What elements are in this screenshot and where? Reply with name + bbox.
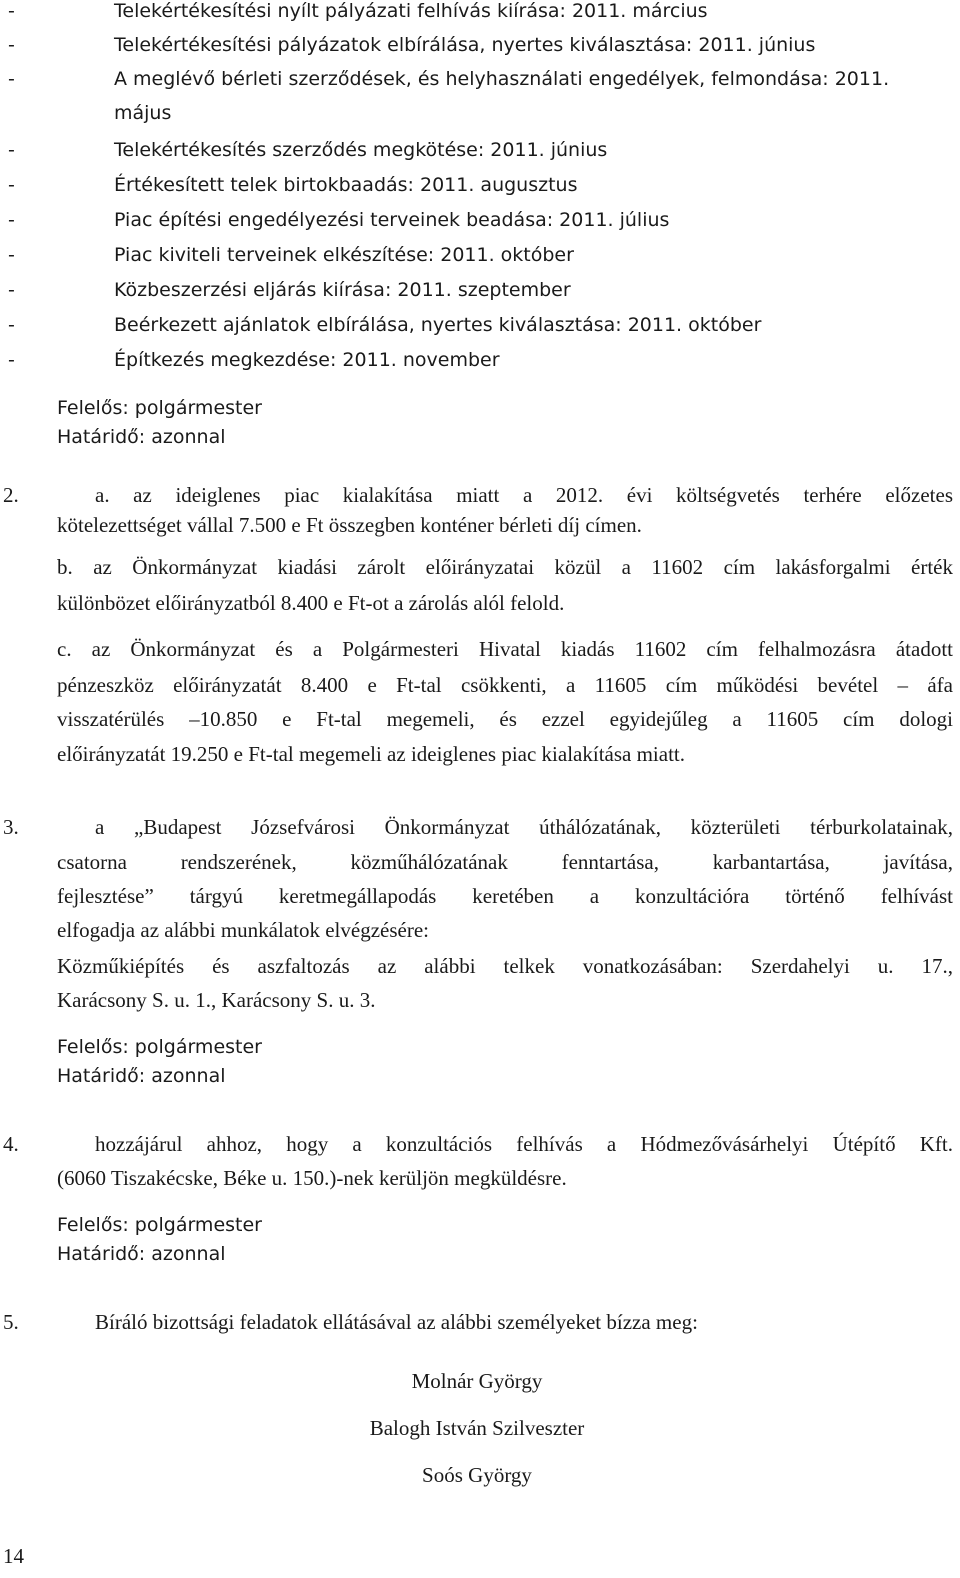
item2-b-line2: különbözet előirányzatból 8.400 e Ft-ot a zárolás alól felold. (57, 591, 565, 615)
item-number: 5. (3, 1310, 19, 1334)
item3-line3: fejlesztése” tárgyú keretmegállapodás keretében a konzultációra történő felhívást (57, 884, 953, 908)
list-item-text: Telekértékesítés szerződés megkötése: 2011. június (114, 139, 608, 161)
list-item-text: Piac kiviteli terveinek elkészítése: 2011. október (114, 244, 574, 266)
list-item-text: A meglévő bérleti szerződések, és helyhasználati engedélyek, felmondása: 2011. (114, 68, 890, 90)
item2-c-line4: előirányzatát 19.250 e Ft-tal megemeli az ideiglenes piac kialakítása miatt. (57, 742, 686, 766)
list-item-text: Telekértékesítési nyílt pályázati felhívás kiírása: 2011. március (114, 0, 708, 22)
item5-line1: Bíráló bizottsági feladatok ellátásával az alábbi személyeket bízza meg: (95, 1310, 698, 1334)
item3-line4: elfogadja az alábbi munkálatok elvégzésére: (57, 918, 429, 942)
item2-b-line1: b. az Önkormányzat kiadási zárolt előirányzatai közül a 11602 cím lakásforgalmi érték (57, 555, 953, 579)
list-item: - (8, 174, 15, 196)
list-item-text: Építkezés megkezdése: 2011. november (114, 349, 500, 371)
list-item: - (8, 244, 15, 266)
deadline-label: Határidő: azonnal (57, 1243, 226, 1265)
item2-c-line1: c. az Önkormányzat és a Polgármesteri Hivatal kiadás 11602 cím felhalmozásra átadott (57, 637, 953, 661)
item4-line1: hozzájárul ahhoz, hogy a konzultációs felhívás a Hódmezővásárhelyi Útépítő Kft. (95, 1132, 953, 1156)
item3-line5: Közműkiépítés és aszfaltozás az alábbi telkek vonatkozásában: Szerdahelyi u. 17., (57, 954, 953, 978)
item2-a-line1: a. az ideiglenes piac kialakítása miatt a 2012. évi költségvetés terhére előzetes (95, 483, 953, 507)
item2-c-line3: visszatérülés –10.850 e Ft-tal megemeli, és ezzel egyidejűleg a 11605 cím dologi (57, 707, 953, 731)
list-item: - (8, 209, 15, 231)
list-item-text: Közbeszerzési eljárás kiírása: 2011. szeptember (114, 279, 571, 301)
responsible-label: Felelős: polgármester (57, 397, 262, 419)
item2-c-line2: pénzeszköz előirányzatát 8.400 e Ft-tal csökkenti, a 11605 cím működési bevétel – áfa (57, 673, 953, 697)
list-item-text: Piac építési engedélyezési terveinek beadása: 2011. július (114, 209, 670, 231)
list-item: - (8, 68, 15, 90)
committee-member: Soós György (422, 1463, 532, 1487)
item-number: 2. (3, 483, 19, 507)
item3-line6: Karácsony S. u. 1., Karácsony S. u. 3. (57, 988, 376, 1012)
committee-member: Molnár György (411, 1369, 543, 1393)
item3-line1: a „Budapest Józsefvárosi Önkormányzat úthálózatának, közterületi térburkolatainak, (95, 815, 953, 839)
list-item-text: Telekértékesítési pályázatok elbírálása, nyertes kiválasztása: 2011. június (114, 34, 816, 56)
deadline-label: Határidő: azonnal (57, 426, 226, 448)
responsible-label: Felelős: polgármester (57, 1214, 262, 1236)
item-number: 4. (3, 1132, 19, 1156)
list-item: - (8, 279, 15, 301)
page-number: 14 (3, 1544, 24, 1568)
committee-member: Balogh István Szilveszter (369, 1416, 585, 1440)
item3-line2: csatorna rendszerének, közműhálózatának fenntartása, karbantartása, javítása, (57, 850, 953, 874)
responsible-label: Felelős: polgármester (57, 1036, 262, 1058)
item2-a-line2: kötelezettséget vállal 7.500 e Ft összegben konténer bérleti díj címen. (57, 513, 642, 537)
list-item: - (8, 314, 15, 336)
list-item-text: május (114, 102, 172, 124)
list-item (8, 0, 15, 23)
item-number: 3. (3, 815, 19, 839)
item4-line2: (6060 Tiszakécske, Béke u. 150.)-nek kerüljön megküldésre. (57, 1166, 567, 1190)
list-item-text: Értékesített telek birtokbaadás: 2011. augusztus (114, 174, 578, 196)
dash: - (8, 0, 15, 22)
list-item: - (8, 349, 15, 371)
list-item: - (8, 34, 15, 56)
list-item-text: Beérkezett ajánlatok elbírálása, nyertes kiválasztása: 2011. október (114, 314, 762, 336)
list-item: - (8, 139, 15, 161)
deadline-label: Határidő: azonnal (57, 1065, 226, 1087)
